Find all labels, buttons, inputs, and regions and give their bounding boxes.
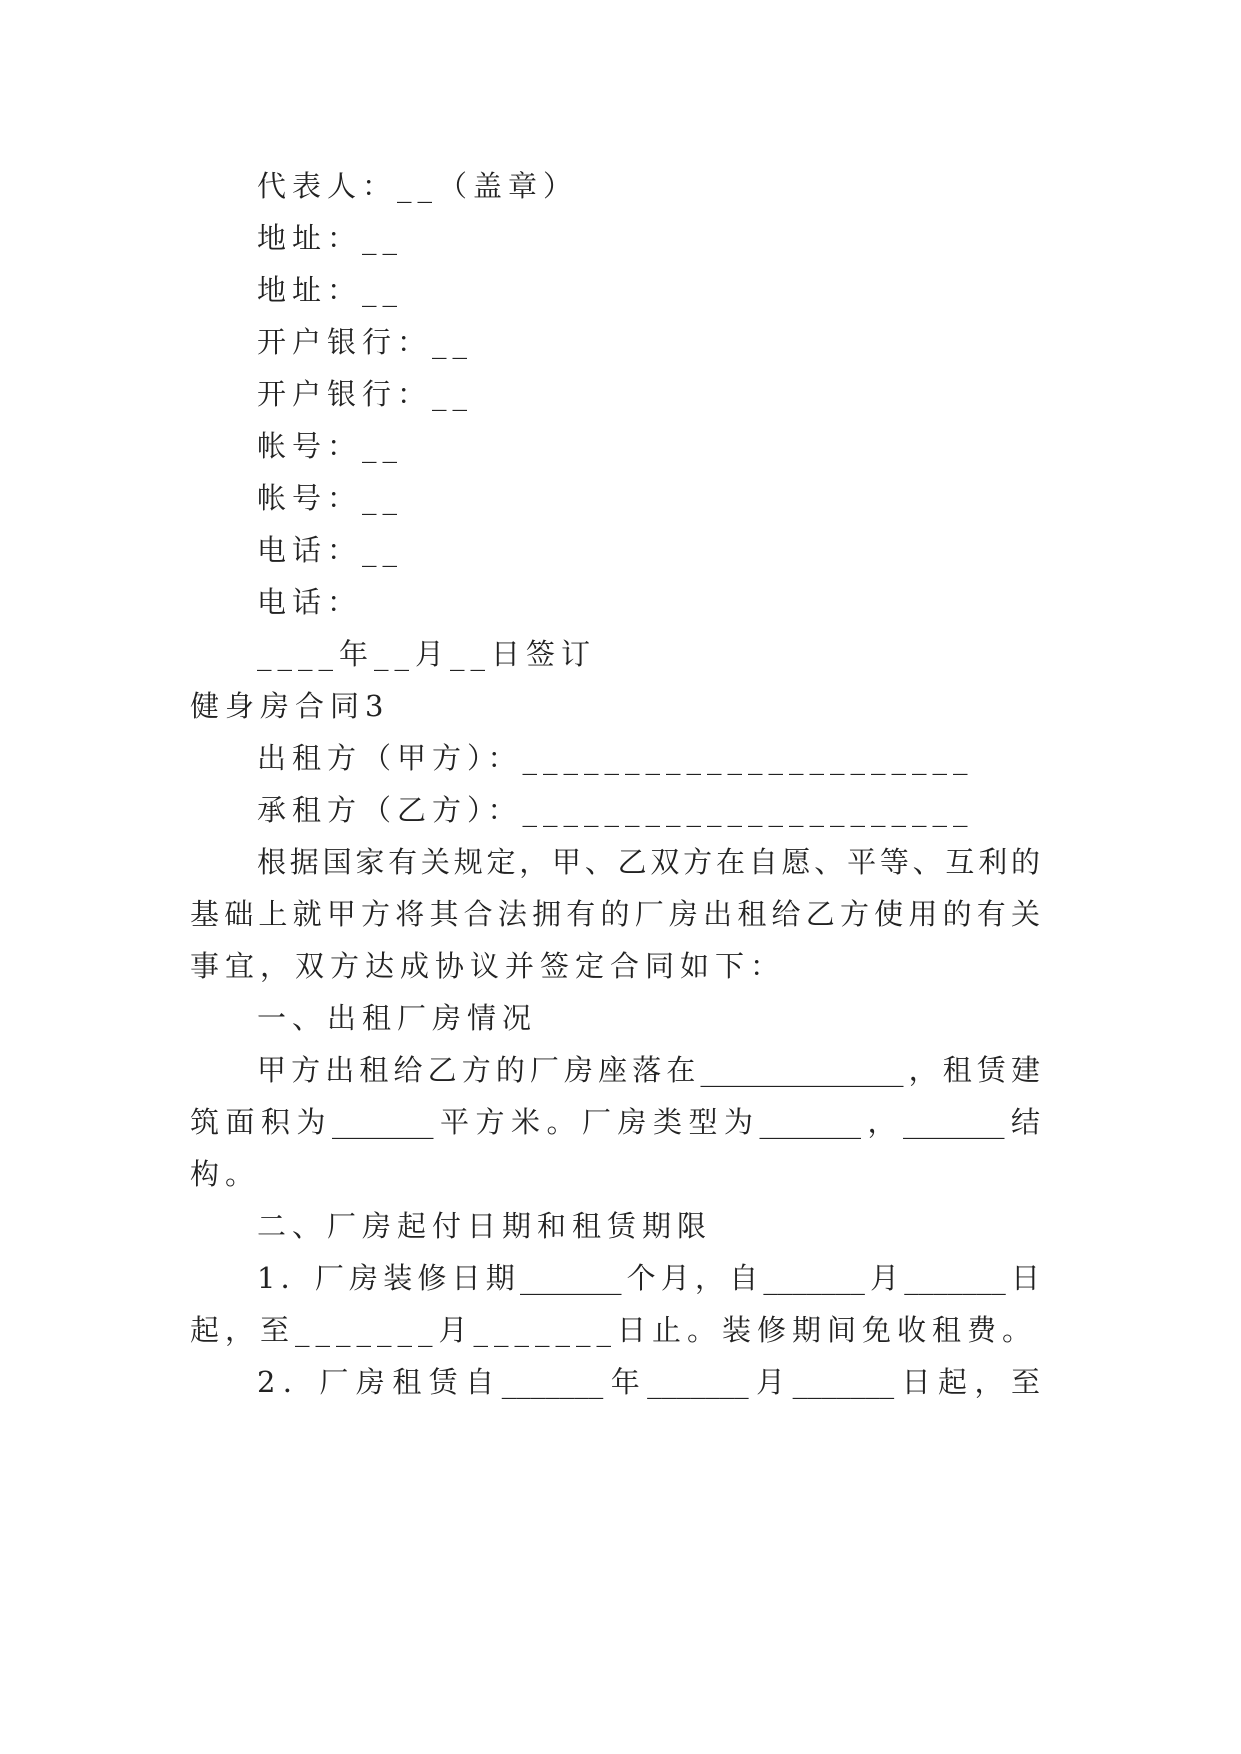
bank-line: 开户银行：__ (257, 325, 474, 359)
intro-paragraph-line: 根据国家有关规定，甲、乙双方在自愿、平等、互利的 (257, 845, 1040, 879)
phone-line: 电话： (257, 585, 363, 619)
account-line: 帐号：__ (257, 429, 404, 463)
section-text-line: 1．厂房装修日期_______个月，自_______月_______日 (257, 1261, 1040, 1295)
section-text-line: 甲方出租给乙方的厂房座落在______________，租赁建 (257, 1053, 1040, 1087)
signing-date-line: ____年__月__日签订 (257, 637, 597, 671)
representative-line: 代表人：__（盖章） (257, 169, 579, 203)
lessor-line: 出租方（甲方）：______________________ (257, 741, 974, 775)
section-heading: 二、厂房起付日期和租赁期限 (257, 1209, 713, 1243)
section-text-line: 2．厂房租赁自_______年_______月_______日起，至 (257, 1365, 1040, 1399)
lessee-line: 承租方（乙方）：______________________ (257, 793, 974, 827)
contract-title: 健身房合同3 (190, 689, 390, 723)
section-text-line: 构。 (190, 1157, 261, 1191)
section-text-line: 筑面积为_______平方米。厂房类型为_______，_______结 (190, 1105, 1040, 1139)
section-heading: 一、出租厂房情况 (257, 1001, 538, 1035)
phone-line: 电话：__ (257, 533, 404, 567)
bank-line: 开户银行：__ (257, 377, 474, 411)
section-text-line: 起，至_______月_______日止。装修期间免收租费。 (190, 1313, 1038, 1347)
intro-paragraph-line: 基础上就甲方将其合法拥有的厂房出租给乙方使用的有关 (190, 897, 1040, 931)
address-line: 地址：__ (257, 221, 404, 255)
account-line: 帐号：__ (257, 481, 404, 515)
address-line: 地址：__ (257, 273, 404, 307)
intro-paragraph-line: 事宜，双方达成协议并签定合同如下： (190, 949, 786, 983)
